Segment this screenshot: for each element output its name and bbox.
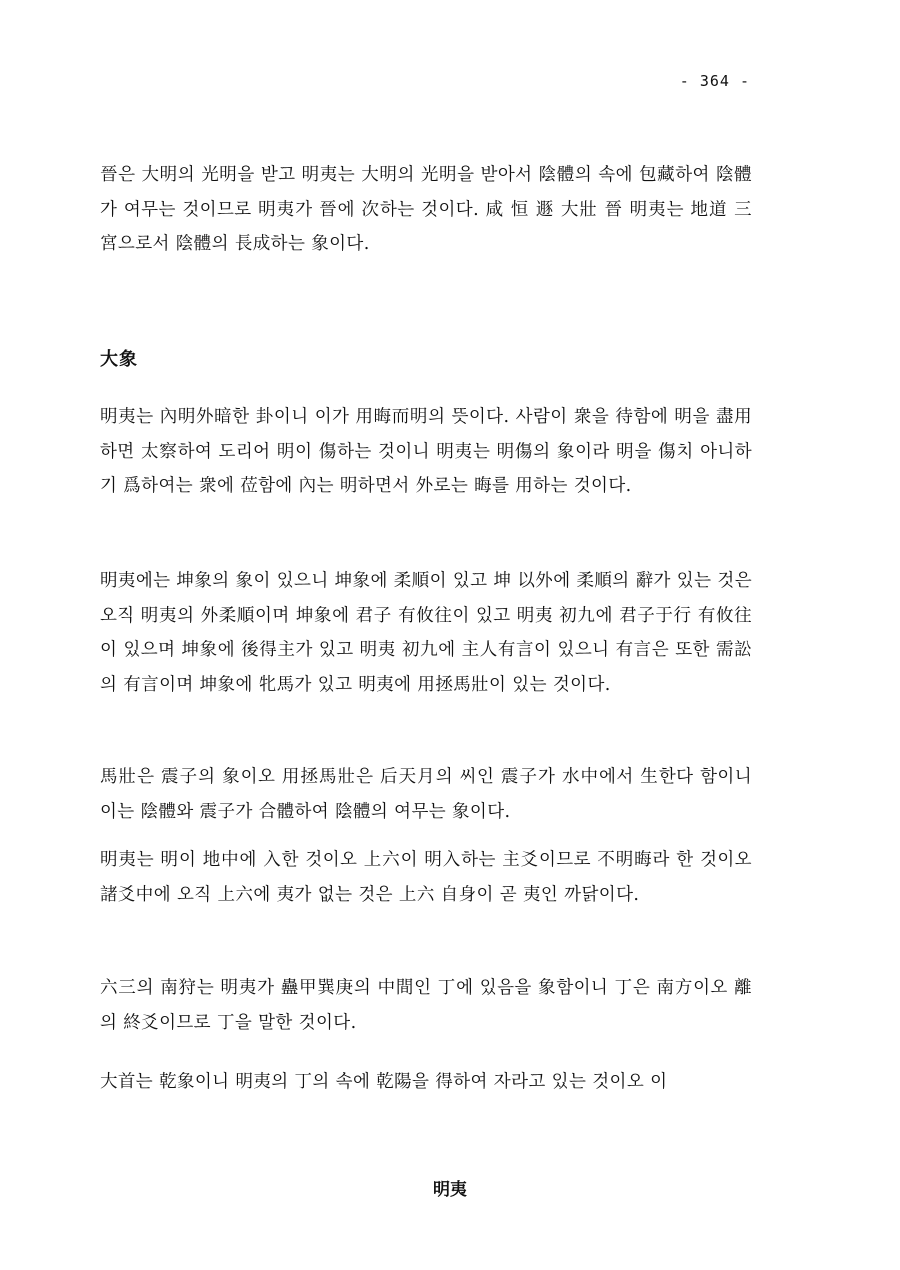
body-paragraph: 明夷는 明이 地中에 入한 것이오 上六이 明入하는 主爻이므로 不明晦라 한 것이오 諸爻中에 오직 上六에 夷가 없는 것은 上六 自身이 곧 夷인 까닭이다. [100, 850, 752, 905]
body-paragraph-1-block [100, 400, 752, 504]
body-paragraph: 明夷에는 坤象의 象이 있으니 坤象에 柔順이 있고 坤 以外에 柔順의 辭가 있는 것은 오직 明夷의 外柔順이며 坤象에 君子 有攸往이 있고 明夷 初九에 君子于行 有攸往이 있으며 坤象에 後得主가 있고 明夷 初九에 主人有言이 있으니 有言은 또한 需訟의 有言이며 坤象에 牝馬가 있고 明夷에 用拯馬壯이 있는 것이다. [100, 571, 752, 695]
body-paragraph-3-block [100, 760, 752, 829]
body-paragraph: 大首는 乾象이니 明夷의 丁의 속에 乾陽을 得하여 자라고 있는 것이오 이 [100, 1072, 668, 1092]
body-paragraph: 馬壯은 震子의 象이오 用拯馬壯은 后天月의 씨인 震子가 水中에서 生한다 함이니 이는 陰體와 震子가 合體하여 陰體의 여무는 象이다. [100, 767, 752, 822]
section-heading: 大象 [100, 349, 138, 370]
body-paragraph: 明夷는 內明外暗한 卦이니 이가 用晦而明의 뜻이다. 사람이 衆을 待함에 明을 盡用하면 太察하여 도리어 明이 傷하는 것이니 明夷는 明傷의 象이라 明을 傷치 아니하기 爲하여는 衆에 莅함에 內는 明하면서 外로는 晦를 用하는 것이다. [100, 407, 752, 496]
body-paragraph: 六三의 南狩는 明夷가 蠱甲巽庚의 中間인 丁에 있음을 象함이니 丁은 南方이오 離의 終爻이므로 丁을 말한 것이다. [100, 978, 752, 1033]
page-number: - 364 - [679, 72, 750, 90]
intro-paragraph: 晉은 大明의 光明을 받고 明夷는 大明의 光明을 받아서 陰體의 속에 包藏하여 陰體가 여무는 것이므로 明夷가 晉에 次하는 것이다. 咸 恒 遯 大壯 晉 明夷는 地道 三宮으로서 陰體의 長成하는 象이다. [100, 165, 752, 254]
intro-section [100, 158, 752, 262]
body-paragraph-4-block [100, 843, 752, 912]
page-footer: 明夷 [433, 1180, 467, 1200]
body-paragraph-2-block [100, 564, 752, 702]
body-paragraph-5-block [100, 971, 752, 1040]
body-paragraph-6-block [100, 1065, 752, 1100]
